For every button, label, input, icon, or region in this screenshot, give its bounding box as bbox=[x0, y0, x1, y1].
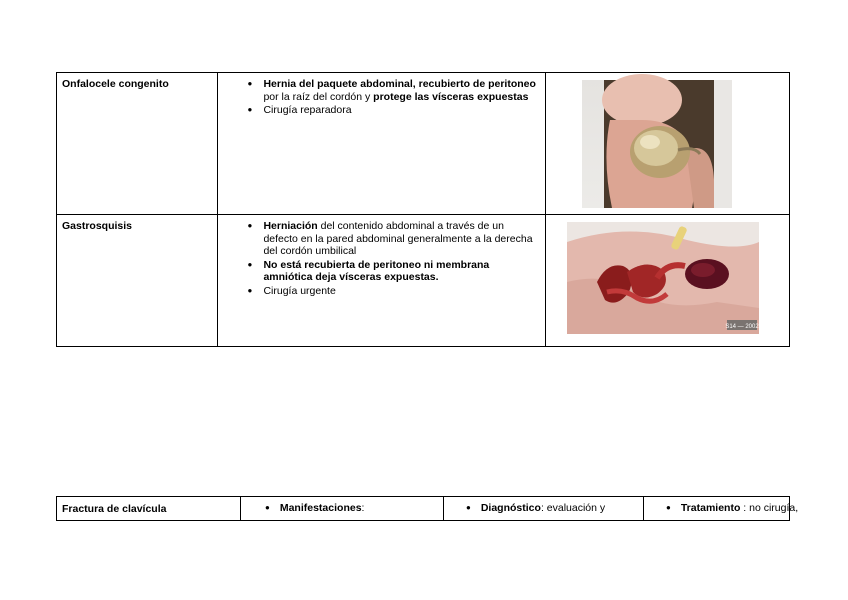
bold-text: Hernia del paquete abdominal, recubierto de peritoneo bbox=[263, 78, 536, 90]
manifestaciones-cell bbox=[241, 497, 444, 521]
plain-text: por la raíz del cordón y bbox=[263, 90, 374, 103]
tratamiento-cell bbox=[644, 497, 799, 521]
list-item bbox=[263, 259, 540, 284]
bold-text: Herniación bbox=[263, 220, 318, 232]
table-row bbox=[57, 215, 790, 347]
plain-text: del contenido abdominal a través de un defecto en la pared abdominal generalmente a la derecha del cordón umbilical bbox=[263, 220, 533, 257]
bold-text: Manifestaciones bbox=[279, 502, 362, 514]
bold-text: Tratamiento bbox=[680, 502, 741, 514]
bullet-icon: ● bbox=[466, 503, 471, 512]
row-title: Fractura de clavícula bbox=[57, 497, 241, 521]
bullet-list bbox=[223, 78, 540, 117]
plain-text: Cirugía reparadora bbox=[263, 104, 352, 116]
bullet-icon: ● bbox=[666, 503, 671, 512]
table-row bbox=[57, 73, 790, 215]
diagnostico-cell bbox=[444, 497, 644, 521]
fracture-table bbox=[56, 496, 799, 521]
row-description bbox=[218, 73, 546, 215]
list-item bbox=[263, 220, 540, 258]
bold-text: No está recubierta de peritoneo ni membrana amniótica deja vísceras expuestas. bbox=[263, 258, 490, 283]
list-item bbox=[263, 104, 540, 117]
list-item bbox=[263, 78, 540, 103]
gastroschisis-photo bbox=[567, 222, 759, 334]
plain-text: : no cirugía, bbox=[740, 502, 799, 514]
plain-text: Cirugía urgente bbox=[263, 284, 336, 297]
bold-text: protege las vísceras expuestas bbox=[373, 90, 529, 103]
row-photo-cell bbox=[546, 215, 790, 347]
row-title: Onfalocele congenito bbox=[57, 73, 218, 215]
omphalocele-photo-illustration bbox=[582, 80, 732, 208]
row-photo-cell bbox=[546, 73, 790, 215]
row-title: Gastrosquisis bbox=[57, 215, 218, 347]
table-row bbox=[57, 497, 790, 521]
plain-text: : bbox=[361, 502, 365, 514]
bullet-list bbox=[223, 220, 540, 297]
gastroschisis-photo-illustration bbox=[567, 222, 759, 334]
plain-text: : evaluación y bbox=[540, 502, 606, 514]
row-description bbox=[218, 215, 546, 347]
pathology-table bbox=[56, 72, 790, 347]
list-item bbox=[263, 285, 540, 298]
bullet-icon: ● bbox=[265, 503, 270, 512]
photo-stamp: S14 — 2002 bbox=[725, 324, 760, 330]
omphalocele-photo bbox=[582, 80, 732, 208]
bold-text: Diagnóstico bbox=[480, 502, 541, 514]
